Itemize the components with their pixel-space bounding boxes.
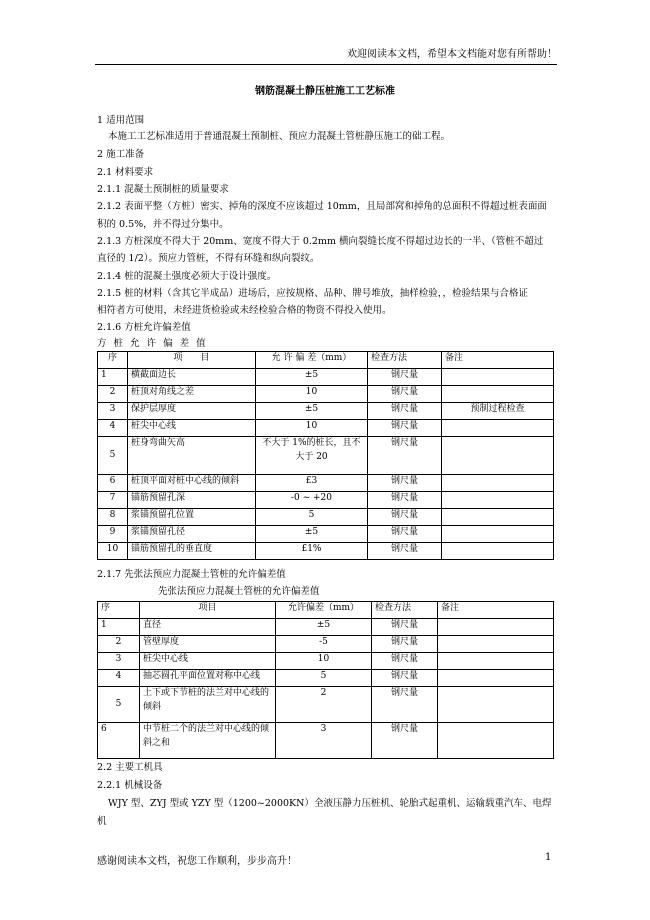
- cell: 10: [276, 653, 372, 670]
- cell: 钢尺量: [368, 526, 442, 543]
- header-cell: 允许偏差（mm）: [276, 602, 372, 619]
- cell: 3: [98, 653, 140, 670]
- page-number: 1: [545, 852, 552, 863]
- page-header: 欢迎阅读本文档，希望本文档能对您有所帮助！: [347, 49, 557, 60]
- table-caption: 先张法预应力混凝土管桩的允许偏差值: [158, 586, 320, 597]
- cell: 5: [276, 670, 372, 687]
- table-row: [98, 369, 554, 386]
- cell: 6: [98, 475, 128, 492]
- cell: 2: [98, 636, 140, 653]
- header-cell: 备注: [438, 602, 554, 619]
- table-row: [98, 687, 554, 723]
- cell: £1%: [256, 543, 368, 560]
- table-row: [98, 670, 554, 687]
- cell: 6: [98, 723, 140, 759]
- paragraph: 2.1.4 桩的混凝土强度必须大于设计强度。: [97, 271, 277, 282]
- cell: [442, 526, 554, 543]
- header-cell: 序: [98, 352, 128, 369]
- header-rule: [95, 64, 557, 65]
- cell: 钢尺量: [368, 492, 442, 509]
- table-row: [98, 526, 554, 543]
- cell: 钢尺量: [372, 723, 438, 759]
- cell: 锚筋预留孔深: [128, 492, 256, 509]
- section-heading: 1 适用范围: [97, 115, 145, 126]
- section-heading: 2.1 材料要求: [97, 167, 154, 178]
- paragraph: 积的 0.5%，并不得过分集中。: [97, 219, 229, 230]
- cell: 桩尖中心线: [128, 420, 256, 437]
- paragraph: 2.1.2 表面平整（方桩）密实、掉角的深度不应该超过 10mm，且局部窝和掉角的总面积不得超过桩表面面: [97, 201, 547, 212]
- cell: 保护层厚度: [128, 403, 256, 420]
- paragraph: 机: [97, 816, 107, 827]
- cell: 4: [98, 670, 140, 687]
- cell: 1: [98, 369, 128, 386]
- cell: 5: [98, 687, 140, 723]
- cell: 钢尺量: [372, 653, 438, 670]
- table-row: [98, 509, 554, 526]
- cell: [438, 636, 554, 653]
- cell: 3: [98, 403, 128, 420]
- cell: 5: [98, 437, 128, 475]
- header-cell: 备注: [442, 352, 554, 369]
- cell: -5: [276, 636, 372, 653]
- header-cell: 序: [98, 602, 140, 619]
- header-cell: 允 许 偏 差（mm）: [256, 352, 368, 369]
- cell: [442, 437, 554, 475]
- paragraph: 相符者方可使用，未经进货检验或未经检验合格的物资不得投入使用。: [97, 305, 392, 316]
- cell: [438, 687, 554, 723]
- cell: [442, 369, 554, 386]
- header-cell: 检查方法: [372, 602, 438, 619]
- cell: 钢尺量: [368, 420, 442, 437]
- table-caption: 方 桩 允 许 偏 差 值: [97, 338, 208, 349]
- cell: 桩身弯曲矢高: [128, 437, 256, 475]
- cell: [438, 723, 554, 759]
- cell: 钢尺量: [372, 687, 438, 723]
- cell: 钢尺量: [368, 403, 442, 420]
- cell: 桩顶平面对桩中心线的倾斜: [128, 475, 256, 492]
- cell: £3: [256, 475, 368, 492]
- header-cell: 项 目: [128, 352, 256, 369]
- page-footer: 感谢阅读本文档，祝您工作顺利，步步高升！: [97, 856, 297, 867]
- cell: ±5: [256, 403, 368, 420]
- cell: 浆锚预留孔位置: [128, 509, 256, 526]
- table-row: [98, 420, 554, 437]
- cell: 钢尺量: [368, 386, 442, 403]
- cell: 钢尺量: [372, 636, 438, 653]
- table-row: [98, 492, 554, 509]
- cell: 管壁厚度: [140, 636, 276, 653]
- cell: 预制过程检查: [442, 403, 554, 420]
- cell: 钢尺量: [372, 670, 438, 687]
- table-row: [98, 723, 554, 759]
- cell: 钢尺量: [372, 619, 438, 636]
- cell: ±5: [276, 619, 372, 636]
- header-cell: 检查方法: [368, 352, 442, 369]
- table-square-pile-tolerance: [97, 351, 554, 560]
- cell: 上下或下节桩的法兰对中心线的倾斜: [140, 687, 276, 723]
- cell: 4: [98, 420, 128, 437]
- section-heading: 2.2 主要工机具: [97, 762, 163, 773]
- cell: 5: [256, 509, 368, 526]
- cell: 锚筋预留孔的垂直度: [128, 543, 256, 560]
- paragraph: WJY 型、ZYJ 型或 YZY 型（1200~2000KN）全液压静力压桩机、轮胎式起重机、运输载重汽车、电焊: [108, 798, 552, 809]
- paragraph: 2.1.5 桩的材料（含其它半成品）进场后，应按规格、品种、牌号堆放，抽样检验，，检验结果与合格证: [97, 288, 528, 299]
- cell: 9: [98, 526, 128, 543]
- table-prestressed-pipe-pile-tolerance: [97, 601, 554, 759]
- paragraph: 本施工工艺标准适用于普通混凝土预制桩、预应力混凝土管桩静压施工的础工程。: [108, 131, 451, 142]
- document-title: 钢筋混凝土静压桩施工工艺标准: [255, 86, 395, 97]
- cell: [442, 543, 554, 560]
- cell: 8: [98, 509, 128, 526]
- table-row: [98, 636, 554, 653]
- section-heading: 2.1.6 方桩允许偏差值: [97, 322, 191, 333]
- cell: 不大于 1%的桩长，且不大于 20: [256, 437, 368, 475]
- cell: [442, 386, 554, 403]
- cell: 中节桩二个的法兰对中心线的倾斜之和: [140, 723, 276, 759]
- cell: [438, 619, 554, 636]
- cell: 钢尺量: [368, 369, 442, 386]
- table-header-row: [98, 352, 554, 369]
- cell: 10: [98, 543, 128, 560]
- cell: 10: [256, 386, 368, 403]
- section-heading: 2.1.7 先张法预应力混凝土管桩的允许偏差值: [97, 569, 286, 580]
- cell: [442, 509, 554, 526]
- cell: 钢尺量: [368, 437, 442, 475]
- cell: 桩尖中心线: [140, 653, 276, 670]
- section-heading: 2 施工准备: [97, 149, 145, 160]
- cell: 浆锚预留孔径: [128, 526, 256, 543]
- cell: 横截面边长: [128, 369, 256, 386]
- paragraph: 2.1.3 方桩深度不得大于 20mm、宽度不得大于 0.2mm 横向裂缝长度不得超过边长的一半、（管桩不超过: [97, 236, 544, 247]
- cell: 钢尺量: [368, 543, 442, 560]
- table-row: [98, 386, 554, 403]
- cell: [442, 492, 554, 509]
- cell: 7: [98, 492, 128, 509]
- cell: -0 ~ +20: [256, 492, 368, 509]
- cell: 直径: [140, 619, 276, 636]
- cell: 2: [276, 687, 372, 723]
- cell: 10: [256, 420, 368, 437]
- cell: 抽芯圆孔平面位置对称中心线: [140, 670, 276, 687]
- cell: 1: [98, 619, 140, 636]
- header-cell: 项目: [140, 602, 276, 619]
- section-heading: 2.1.1 混凝土预制桩的质量要求: [97, 184, 229, 195]
- cell: ±5: [256, 369, 368, 386]
- cell: 钢尺量: [368, 509, 442, 526]
- cell: 3: [276, 723, 372, 759]
- table-row: [98, 437, 554, 475]
- table-row: [98, 619, 554, 636]
- table-row: [98, 475, 554, 492]
- cell: 2: [98, 386, 128, 403]
- cell: [438, 670, 554, 687]
- table-row: [98, 653, 554, 670]
- cell: [442, 420, 554, 437]
- table-row: [98, 403, 554, 420]
- cell: 钢尺量: [368, 475, 442, 492]
- cell: ±5: [256, 526, 368, 543]
- cell: 桩顶对角线之差: [128, 386, 256, 403]
- section-heading: 2.2.1 机械设备: [97, 780, 163, 791]
- table-header-row: [98, 602, 554, 619]
- cell: [442, 475, 554, 492]
- table-row: [98, 543, 554, 560]
- cell: [438, 653, 554, 670]
- paragraph: 直径的 1/2）。预应力管桩，不得有环缝和纵向裂纹。: [97, 253, 320, 264]
